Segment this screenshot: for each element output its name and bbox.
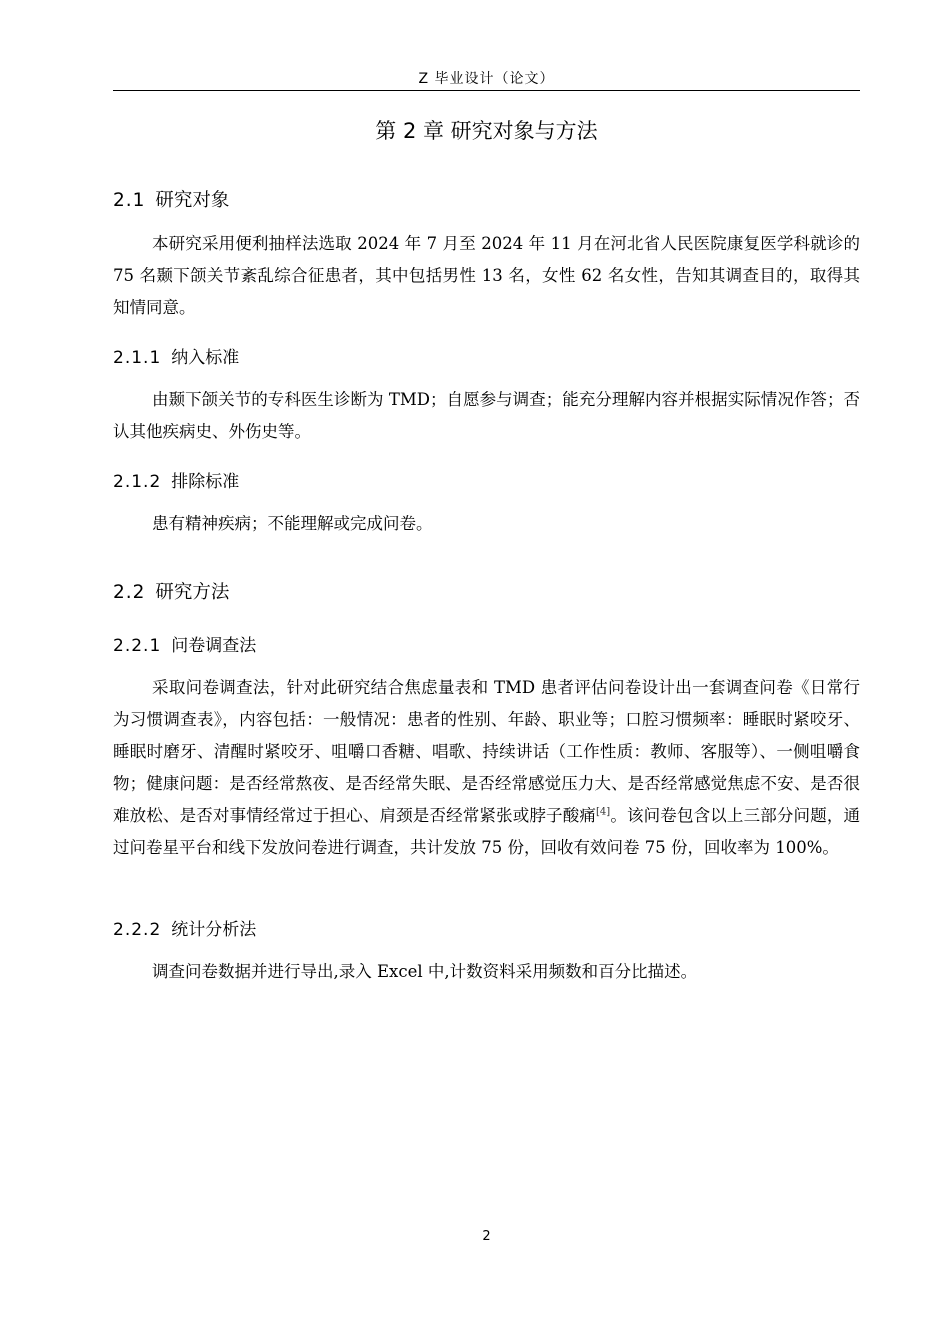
section-heading-2-1-1 (113, 346, 239, 370)
header-divider (113, 90, 860, 91)
section-number: 2.1.1 (113, 348, 162, 368)
section-heading-2-2-1 (113, 634, 256, 658)
section-heading-2-2 (113, 580, 229, 606)
section-number: 2.2.1 (113, 636, 162, 656)
chapter-title: 第 2 章 研究对象与方法 (375, 119, 598, 143)
section-number: 2.2.2 (113, 920, 162, 940)
paragraph-questionnaire-method (113, 672, 860, 864)
paragraph-inclusion-criteria: 由颞下颌关节的专科医生诊断为 TMD；自愿参与调查；能充分理解内容并根据实际情况作答；否认其他疾病史、外伤史等。 (113, 390, 860, 441)
paragraph-research-subjects: 本研究采用便利抽样法选取 2024 年 7 月至 2024 年 11 月在河北省人民医院康复医学科就诊的 75 名颞下颌关节紊乱综合征患者，其中包括男性 13 名，女性 62 名女性，告知其调查目的，取得其知情同意。 (113, 234, 860, 317)
section-title: 研究对象 (155, 190, 230, 211)
paragraph-text: 。该问卷包含以上三部分问题，通过问卷星平台和线下发放问卷进行调查，共计发放 75 份，回收有效问卷 75 份，回收率为 100%。 (113, 806, 861, 857)
paragraph-text: 采取问卷调查法，针对此研究结合焦虑量表和 TMD 患者评估问卷设计出一套调查问卷《日常行为习惯调查表》，内容包括：一般情况：患者的性别、年龄、职业等；口腔习惯频率：睡眠时紧咬牙、睡眠时磨牙、清醒时紧咬牙、咀嚼口香糖、唱歌、持续讲话（工作性质：教师、客服等）、一侧咀嚼食物；健康问题：是否经常熬夜、是否经常失眠、是否经常感觉压力大、是否经常感觉焦虑不安、是否很难放松、是否对事情经常过于担心、肩颈是否经常紧张或脖子酸痛 (113, 678, 860, 825)
section-number: 2.1 (113, 190, 146, 211)
section-number: 2.1.2 (113, 472, 162, 492)
paragraph-statistical-analysis: 调查问卷数据并进行导出,录入 Excel 中,计数资料采用频数和百分比描述。 (152, 962, 698, 981)
section-title: 研究方法 (155, 582, 230, 603)
section-title: 纳入标准 (171, 348, 240, 368)
section-title: 统计分析法 (171, 920, 257, 940)
section-heading-2-2-2 (113, 918, 256, 942)
page-number: 2 (482, 1229, 491, 1244)
section-number: 2.2 (113, 582, 146, 603)
citation-reference[interactable]: [4] (596, 806, 611, 818)
section-title: 问卷调查法 (171, 636, 257, 656)
section-heading-2-1-2 (113, 470, 239, 494)
section-heading-2-1 (113, 188, 229, 214)
paragraph-exclusion-criteria: 患有精神疾病；不能理解或完成问卷。 (152, 514, 433, 533)
page-header-title: Z 毕业设计（论文） (418, 71, 555, 87)
section-title: 排除标准 (171, 472, 240, 492)
